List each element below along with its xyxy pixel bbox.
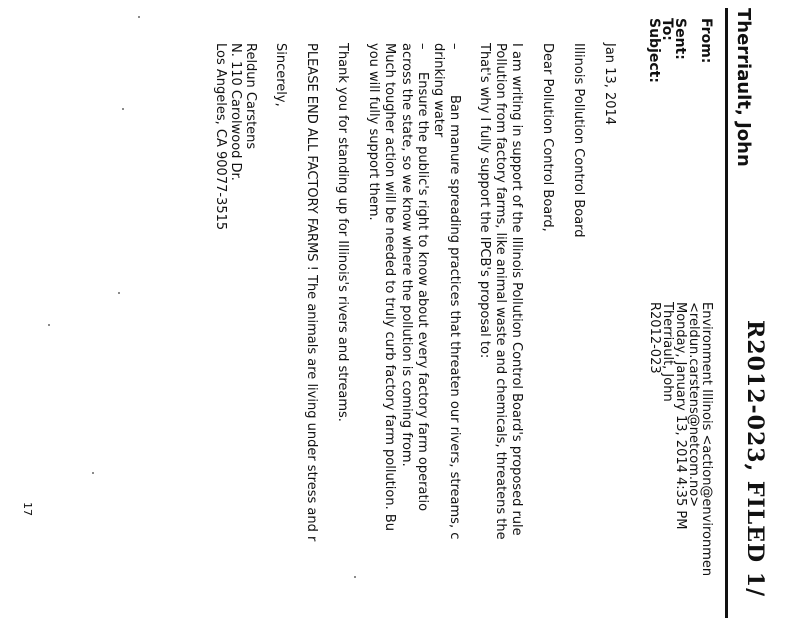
sender-name: Therriault, John: [733, 8, 754, 167]
letter-recipient: Illinois Pollution Control Board: [571, 43, 586, 238]
bullet-2-marker: –: [415, 43, 430, 50]
letter-salutation: Dear Pollution Control Board,: [540, 43, 555, 232]
paragraph-1-line-1: I am writing in support of the Illinois Pollution Control Board's proposed rule: [509, 43, 524, 536]
bullet-1-marker: –: [447, 43, 462, 50]
from-label: From:: [698, 18, 714, 64]
from-value-line2: <reldun.carstens@netcom.no>: [686, 302, 701, 508]
signature-name: Reldun Carstens: [243, 43, 258, 150]
to-value: Therriault, John: [660, 302, 675, 402]
closing: Sincerely,: [273, 43, 288, 107]
from-value-line1: Environment Illinois <action@environmen: [699, 302, 714, 577]
page-number: 17: [21, 502, 34, 516]
to-label: To:: [659, 18, 675, 41]
bullet-1-line-1: Ban manure spreading practices that threaten our rivers, streams, c: [447, 95, 462, 540]
scan-speck: [122, 108, 124, 110]
subject-label: Subject:: [646, 18, 662, 83]
paragraph-2-line-2: you will fully support them.: [366, 43, 381, 221]
bullet-2-line-2: across the state, so we know where the pollution is coming from.: [399, 43, 414, 467]
header-rule: [725, 8, 728, 618]
paragraph-1-line-3: That's why I fully support the IPCB's proposal to:: [477, 43, 492, 359]
sent-label: Sent:: [672, 18, 688, 60]
subject-value: R2012-023: [647, 302, 662, 374]
signature-street: N. 110 Carolwood Dr.: [228, 43, 243, 181]
bullet-1-line-2: drinking water: [431, 43, 446, 138]
sent-value: Monday, January 13, 2014 4:35 PM: [673, 302, 688, 530]
scan-speck: [138, 16, 140, 18]
scan-speck: [354, 576, 356, 578]
paragraph-3: Thank you for standing up for Illinois's rivers and streams.: [335, 43, 350, 422]
bullet-2-line-1: Ensure the public's right to know about every factory farm operatio: [415, 72, 430, 512]
letter-date: Jan 13, 2014: [602, 43, 617, 126]
paragraph-1-line-2: Pollution from factory farms, like animal waste and chemicals, threatens the: [493, 43, 508, 540]
scan-speck: [92, 472, 94, 474]
signature-city: Los Angeles, CA 90077-3515: [213, 43, 228, 231]
scan-speck: [118, 292, 120, 294]
filing-stamp: R2012-023, FILED 1/: [742, 320, 768, 598]
paragraph-2-line-1: Much tougher action will be needed to truly curb factory farm pollution. Bu: [382, 43, 397, 532]
paragraph-4: PLEASE END ALL FACTORY FARMS ! The animals are living under stress and r: [304, 43, 319, 542]
scan-speck: [48, 324, 50, 326]
